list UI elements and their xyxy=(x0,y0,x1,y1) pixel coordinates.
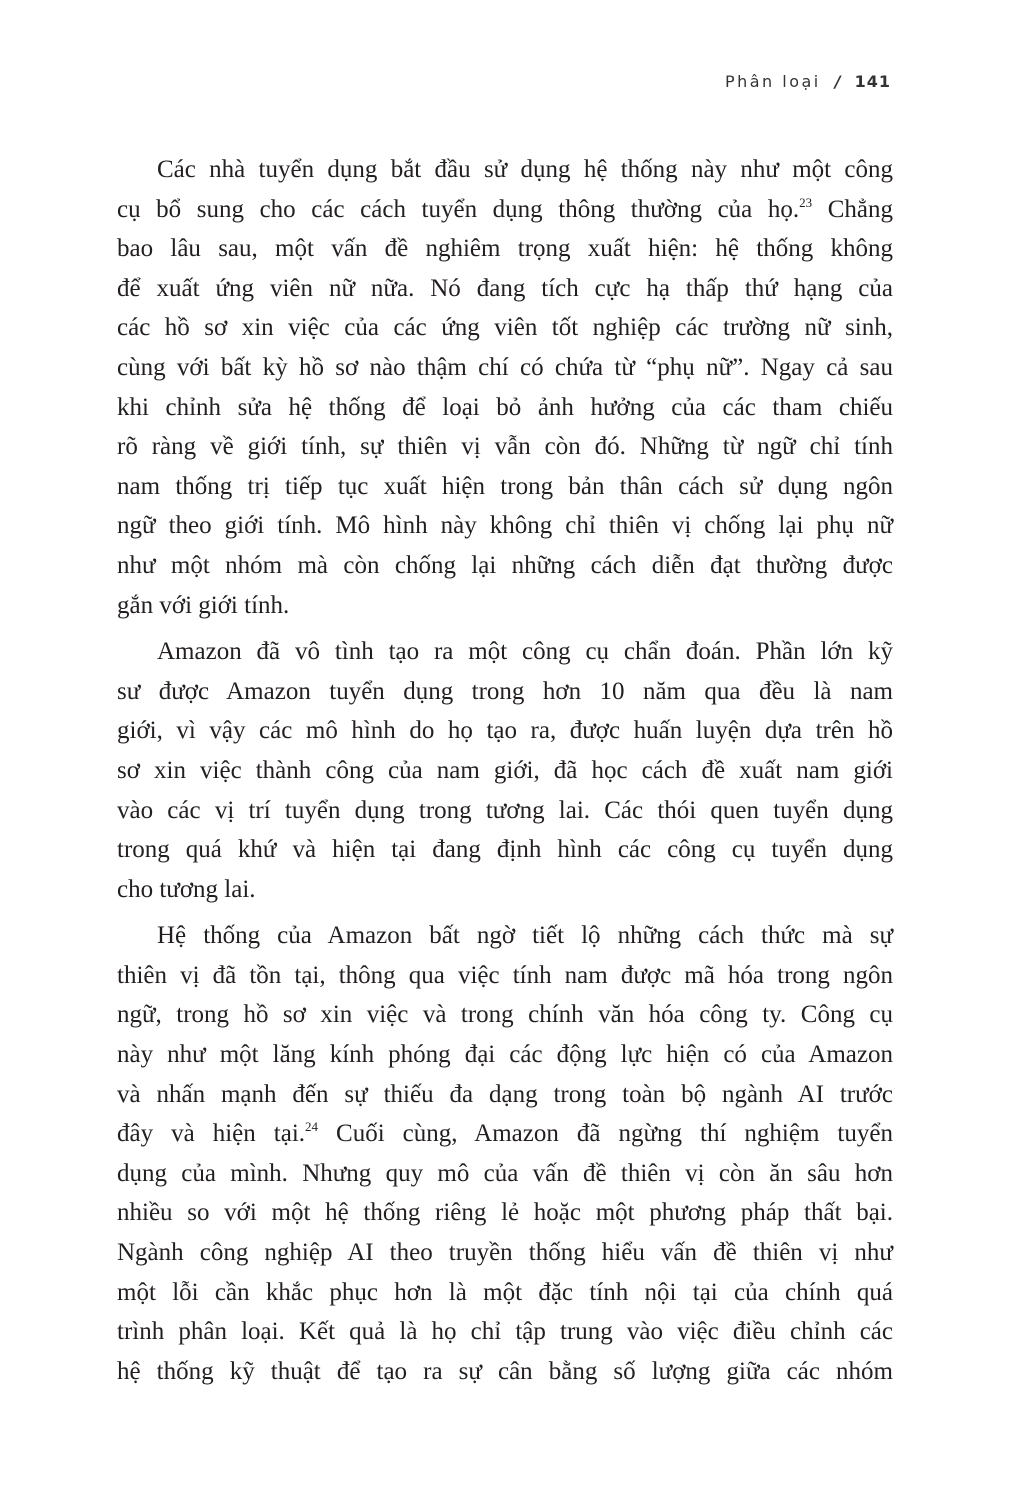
text-line: và nhấn mạnh đến sự thiếu đa dạng trong toàn bộ ngành AI trước xyxy=(117,1080,893,1108)
header-separator: / xyxy=(834,72,841,91)
footnote-ref[interactable]: 23 xyxy=(799,194,813,210)
text-line: ngữ, trong hồ sơ xin việc và trong chính văn hóa công ty. Công cụ xyxy=(117,1001,893,1029)
text-line: cùng với bất kỳ hồ sơ nào thậm chí có chứa từ “phụ nữ”. Ngay cả sau xyxy=(117,353,893,381)
text-line: nam thống trị tiếp tục xuất hiện trong bản thân cách sử dụng ngôn xyxy=(117,472,893,500)
text-line: như một nhóm mà còn chống lại những cách diễn đạt thường được xyxy=(117,551,893,579)
text-line: Hệ thống của Amazon bất ngờ tiết lộ những cách thức mà sự xyxy=(157,922,893,950)
text-line: dụng của mình. Nhưng quy mô của vấn đề thiên vị còn ăn sâu hơn xyxy=(117,1159,893,1187)
text-line: này như một lăng kính phóng đại các động lực hiện có của Amazon xyxy=(117,1041,893,1069)
text-line: trong quá khứ và hiện tại đang định hình các công cụ tuyển dụng xyxy=(117,836,893,864)
text-line: sư được Amazon tuyển dụng trong hơn 10 năm qua đều là nam xyxy=(117,677,893,705)
text-line: Các nhà tuyển dụng bắt đầu sử dụng hệ thống này như một công xyxy=(157,156,893,183)
footnote-ref[interactable]: 24 xyxy=(305,1119,319,1135)
text-line: rõ ràng về giới tính, sự thiên vị vẫn còn đó. Những từ ngữ chỉ tính xyxy=(117,433,893,461)
text-line: ngữ theo giới tính. Mô hình này không chỉ thiên vị chống lại phụ nữ xyxy=(117,512,893,540)
text-line: cho tương lai. xyxy=(117,875,256,903)
text-line: hệ thống kỹ thuật để tạo ra sự cân bằng số lượng giữa các nhóm xyxy=(117,1357,893,1385)
text-line: sơ xin việc thành công của nam giới, đã học cách đề xuất nam giới xyxy=(117,756,893,784)
text-line: trình phân loại. Kết quả là họ chỉ tập trung vào việc điều chỉnh các xyxy=(117,1318,893,1346)
paragraph-1 xyxy=(117,150,893,625)
text-line: vào các vị trí tuyển dụng trong tương lai. Các thói quen tuyển dụng xyxy=(117,796,893,824)
text-line: khi chỉnh sửa hệ thống để loại bỏ ảnh hưởng của các tham chiếu xyxy=(117,393,893,421)
text-line: nhiều so với một hệ thống riêng lẻ hoặc một phương pháp thất bại. xyxy=(117,1199,893,1227)
text-line: gắn với giới tính. xyxy=(117,591,290,619)
text-segment: Cuối cùng, Amazon đã ngừng thí nghiệm tuyển xyxy=(318,1120,893,1148)
page-number: 141 xyxy=(854,72,891,91)
text-line: để xuất ứng viên nữ nữa. Nó đang tích cực hạ thấp thứ hạng của xyxy=(117,274,893,302)
text-line: một lỗi cần khắc phục hơn là một đặc tính nội tại của chính quá xyxy=(117,1278,893,1306)
text-line: Amazon đã vô tình tạo ra một công cụ chẩn đoán. Phần lớn kỹ xyxy=(157,638,893,666)
text-line xyxy=(117,1114,893,1154)
text-line: giới, vì vậy các mô hình do họ tạo ra, được huấn luyện dựa trên hồ xyxy=(117,717,893,745)
text-line: các hồ sơ xin việc của các ứng viên tốt nghiệp các trường nữ sinh, xyxy=(117,314,893,342)
text-line: bao lâu sau, một vấn đề nghiêm trọng xuất hiện: hệ thống không xyxy=(117,235,893,263)
text-line xyxy=(117,190,893,230)
chapter-title: Phân loại xyxy=(724,72,821,91)
text-segment: cụ bổ sung cho các cách tuyển dụng thông thường của họ. xyxy=(117,195,800,223)
paragraph-2 xyxy=(117,632,893,909)
running-header xyxy=(725,72,891,91)
body-text xyxy=(117,150,893,1398)
text-segment: đây và hiện tại. xyxy=(117,1120,306,1148)
text-segment: Chẳng xyxy=(812,195,893,223)
paragraph-3 xyxy=(117,916,893,1391)
text-line: thiên vị đã tồn tại, thông qua việc tính nam được mã hóa trong ngôn xyxy=(117,961,893,989)
text-line: Ngành công nghiệp AI theo truyền thống hiểu vấn đề thiên vị như xyxy=(117,1239,893,1267)
